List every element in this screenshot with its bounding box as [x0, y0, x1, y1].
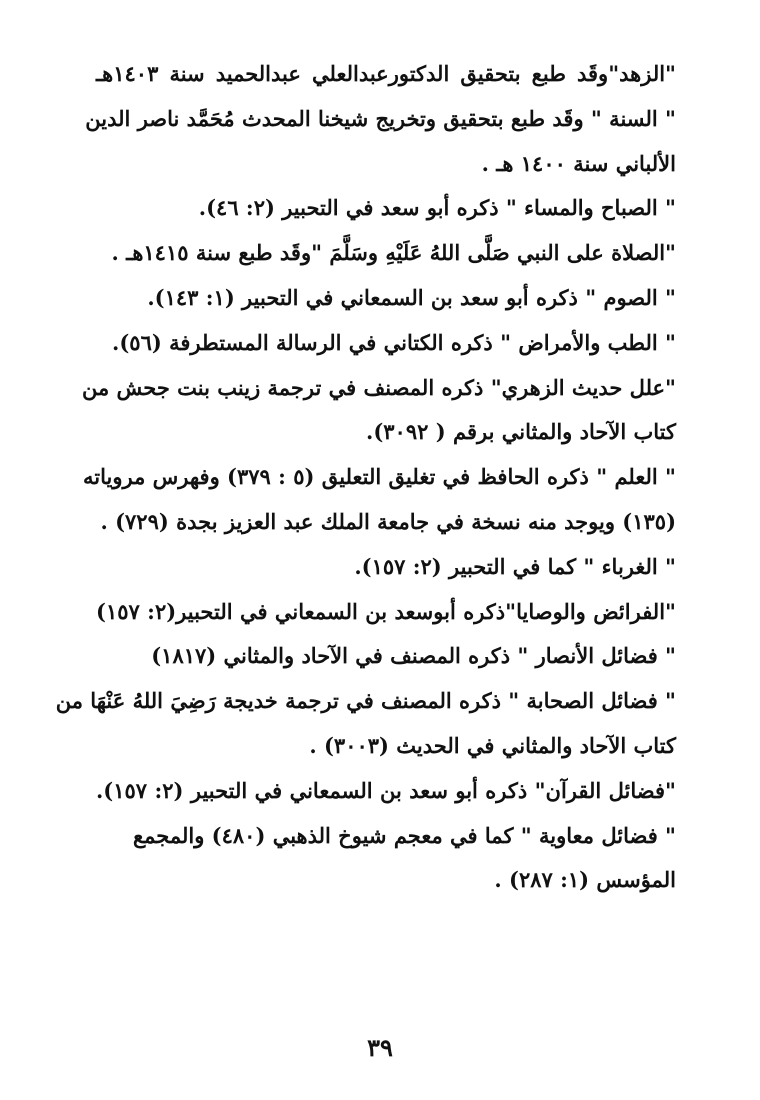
text-line-2: " السنة " وقَد طبع بتحقيق وتخريج شيخنا المحدث مُحَمَّد ناصر الدين — [85, 105, 676, 131]
text-line-9: كتاب الآحاد والمثاني برقم ( ٣٠٩٢). — [366, 419, 676, 445]
text-line-12: " الغرباء " كما في التحبير (٢: ١٥٧). — [354, 553, 676, 579]
text-line-4: " الصباح والمساء " ذكره أبو سعد في التحبير (٢: ٤٦). — [198, 195, 676, 221]
text-line-8: "علل حديث الزهري" ذكره المصنف في ترجمة زينب بنت جحش من — [81, 374, 676, 400]
text-line-13: "الفرائض والوصايا"ذكره أبوسعد بن السمعاني في التحبير(٢: ١٥٧) — [96, 598, 676, 624]
text-line-15: " فضائل الصحابة " ذكره المصنف في ترجمة خديجة رَضِيَ اللهُ عَنْهَا من — [55, 688, 676, 714]
text-line-19: المؤسس (١: ٢٨٧) . — [494, 867, 676, 893]
text-line-5: "الصلاة على النبي صَلَّى اللهُ عَلَيْهِ وسَلَّمَ "وقَد طبع سنة ١٤١٥هـ . — [111, 240, 676, 266]
text-line-14: " فضائل الأنصار " ذكره المصنف في الآحاد والمثاني (١٨١٧) — [151, 643, 676, 669]
text-line-17: "فضائل القرآن" ذكره أبو سعد بن السمعاني في التحبير (٢: ١٥٧). — [96, 777, 676, 803]
body-text — [55, 52, 676, 903]
text-line-3: الألباني سنة ١٤٠٠ هـ . — [481, 150, 676, 176]
text-line-6: " الصوم " ذكره أبو سعد بن السمعاني في التحبير (١: ١٤٣). — [147, 284, 676, 310]
page-number: ٣٩ — [367, 1033, 393, 1062]
text-line-16: كتاب الآحاد والمثاني في الحديث (٣٠٠٣) . — [309, 732, 676, 758]
text-line-7: " الطب والأمراض " ذكره الكتاني في الرسالة المستطرفة (٥٦). — [112, 329, 676, 355]
text-line-11: (١٣٥) ويوجد منه نسخة في جامعة الملك عبد العزيز بجدة (٧٢٩) . — [100, 508, 676, 534]
text-line-1: "الزهد"وقَد طبع بتحقيق الدكتورعبدالعلي عبدالحميد سنة ١٤٠٣هـ — [96, 61, 676, 86]
text-line-18: " فضائل معاوية " كما في معجم شيوخ الذهبي (٤٨٠) والمجمع — [132, 822, 676, 848]
text-line-10: " العلم " ذكره الحافظ في تغليق التعليق (٥ : ٣٧٩) وفهرس مروياته — [83, 464, 676, 490]
